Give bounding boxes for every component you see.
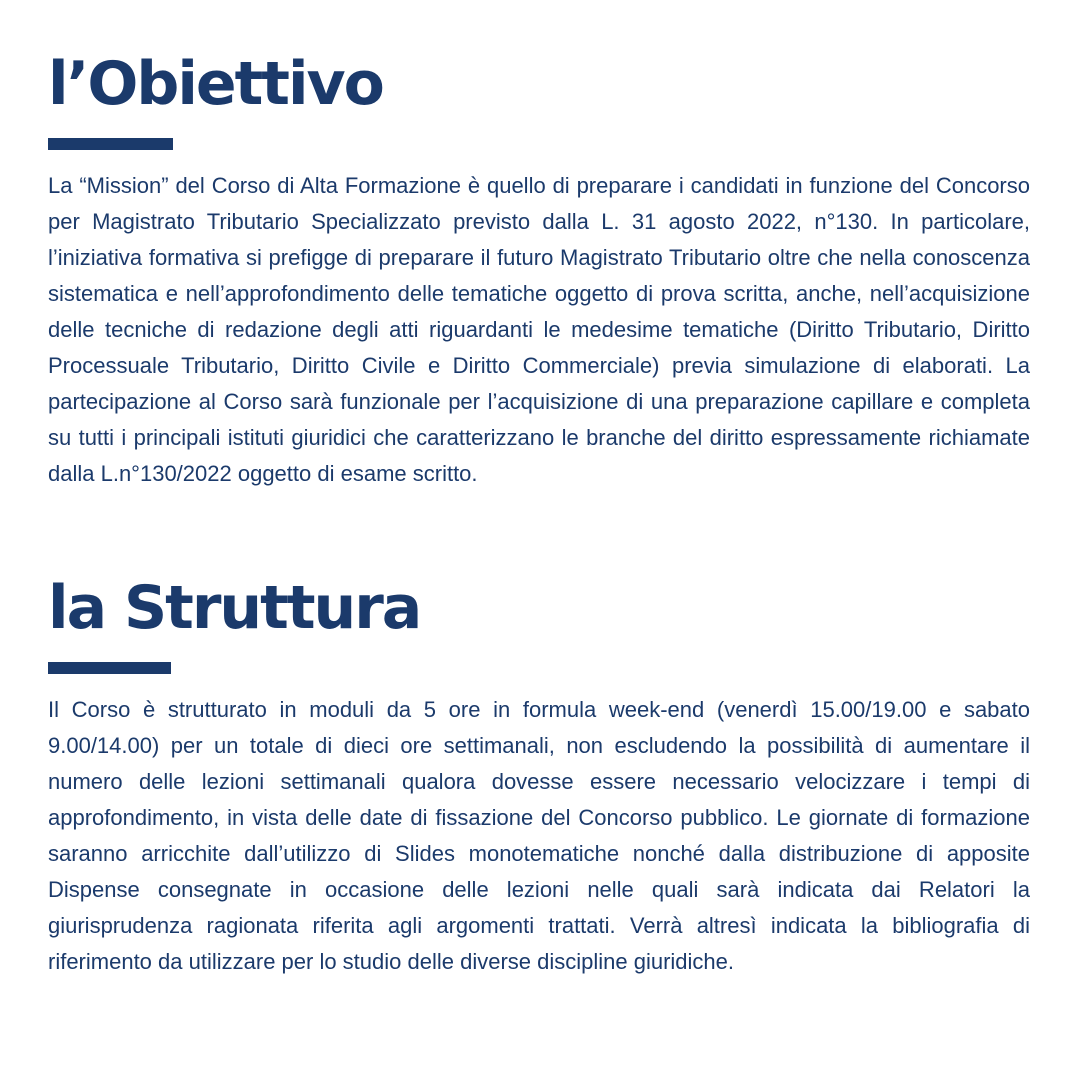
structure-title: la Struttura	[48, 573, 421, 643]
structure-section	[48, 568, 1030, 980]
objective-section	[48, 44, 1030, 492]
objective-title: l’Obiettivo	[48, 49, 383, 119]
structure-title-underline	[48, 662, 171, 674]
objective-body-text: La “Mission” del Corso di Alta Formazione è quello di preparare i candidati in funzione del Concorso per Magistrato Tributario Specializzato previsto dalla L. 31 agosto 2022, n°130. In particolare, l’iniziativa formativa si prefigge di preparare il futuro Magistrato Tributario oltre che nella conoscenza sistematica e nell’approfondimento delle tematiche oggetto di prova scritta, anche, nell’acquisizione delle tecniche di redazione degli atti riguardanti le medesime tematiche (Diritto Tributario, Diritto Processuale Tributario, Diritto Civile e Diritto Commerciale) previa simulazione di elaborati. La partecipazione al Corso sarà funzionale per l’acquisizione di una preparazione capillare e completa su tutti i principali istituti giuridici che caratterizzano le branche del diritto espressamente richiamate dalla L.n°130/2022 oggetto di esame scritto.	[48, 173, 1030, 486]
objective-title-underline	[48, 138, 173, 150]
structure-body-text: Il Corso è strutturato in moduli da 5 ore in formula week-end (venerdì 15.00/19.00 e sabato 9.00/14.00) per un totale di dieci ore settimanali, non escludendo la possibilità di aumentare il numero delle lezioni settimanali qualora dovesse essere necessario velocizzare i tempi di approfondimento, in vista delle date di fissazione del Concorso pubblico. Le giornate di formazione saranno arricchite dall’utilizzo di Slides monotematiche nonché dalla distribuzione di apposite Dispense consegnate in occasione delle lezioni nelle quali sarà indicata dai Relatori la giurisprudenza ragionata riferita agli argomenti trattati. Verrà altresì indicata la bibliografia di riferimento da utilizzare per lo studio delle diverse discipline giuridiche.	[48, 697, 1030, 974]
